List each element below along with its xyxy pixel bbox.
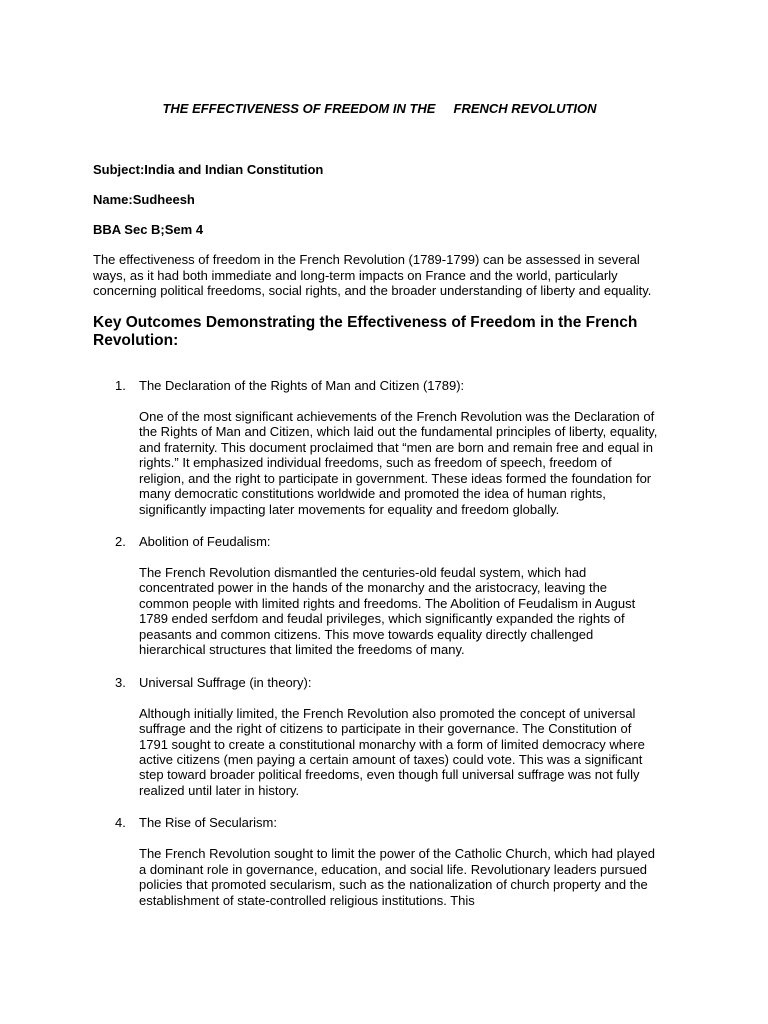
list-item-title: Abolition of Feudalism: [139,533,271,549]
section-heading: Key Outcomes Demonstrating the Effectiveness of Freedom in the French Revolution: [93,313,638,350]
subject-line: Subject:India and Indian Constitution [93,162,324,177]
list-item-number: 1. [115,377,126,393]
list-item-body: Although initially limited, the French Revolution also promoted the concept of universal suffrage and the right of citizens to participate in their governance. The Constitution of 1791 sought to create a constitutional monarchy with a form of limited democracy where active citizens (men paying a certain amount of taxes) could vote. This was a significant step toward broader political freedoms, even though full universal suffrage was not fully realized until later in history. [139,705,645,798]
outcomes-list [93,378,658,908]
author-name: Name:Sudheesh [93,192,195,207]
list-item-title: The Rise of Secularism: [139,815,277,831]
list-item-body: The French Revolution sought to limit the power of the Catholic Church, which had played a dominant role in governance, education, and social life. Revolutionary leaders pursued policies that promoted secularism, such as the nationalization of church property and the establishment of state-controlled religious institutions. This [139,846,655,908]
list-item [93,378,658,517]
intro-paragraph: The effectiveness of freedom in the French Revolution (1789-1799) can be assessed in several ways, as it had both immediate and long-term impacts on France and the world, particularly concerning political freedoms, social rights, and the broader understanding of liberty and equality. [93,252,652,299]
list-item [93,675,658,799]
list-item-body: The French Revolution dismantled the centuries-old feudal system, which had concentrated power in the hands of the monarchy and the aristocracy, leaving the common people with limited rights and freedoms. The Abolition of Feudalism in August 1789 ended serfdom and feudal privileges, which significantly expanded the rights of peasants and common citizens. This move towards equality directly challenged hierarchical structures that limited the freedoms of many. [139,564,636,658]
class-info: BBA Sec B;Sem 4 [93,222,204,237]
list-item-number: 4. [115,815,126,831]
list-item-title: Universal Suffrage (in theory): [139,674,312,690]
list-item-title: The Declaration of the Rights of Man and Citizen (1789): [139,377,465,393]
list-item-number: 3. [115,674,126,690]
document-title: THE EFFECTIVENESS OF FREEDOM IN THE FRENCH REVOLUTION [162,101,597,116]
list-item [93,815,658,908]
list-item-body: One of the most significant achievements of the French Revolution was the Declaration of the Rights of Man and Citizen, which laid out the fundamental principles of liberty, equality, and fraternity. This document proclaimed that “men are born and remain free and equal in rights.” It emphasized individual freedoms, such as freedom of speech, freedom of religion, and the right to participate in government. These ideas formed the foundation for many democratic constitutions worldwide and promoted the idea of human rights, significantly impacting later movements for equality and freedom globally. [139,408,658,517]
list-item-number: 2. [115,533,126,549]
list-item [93,534,658,658]
